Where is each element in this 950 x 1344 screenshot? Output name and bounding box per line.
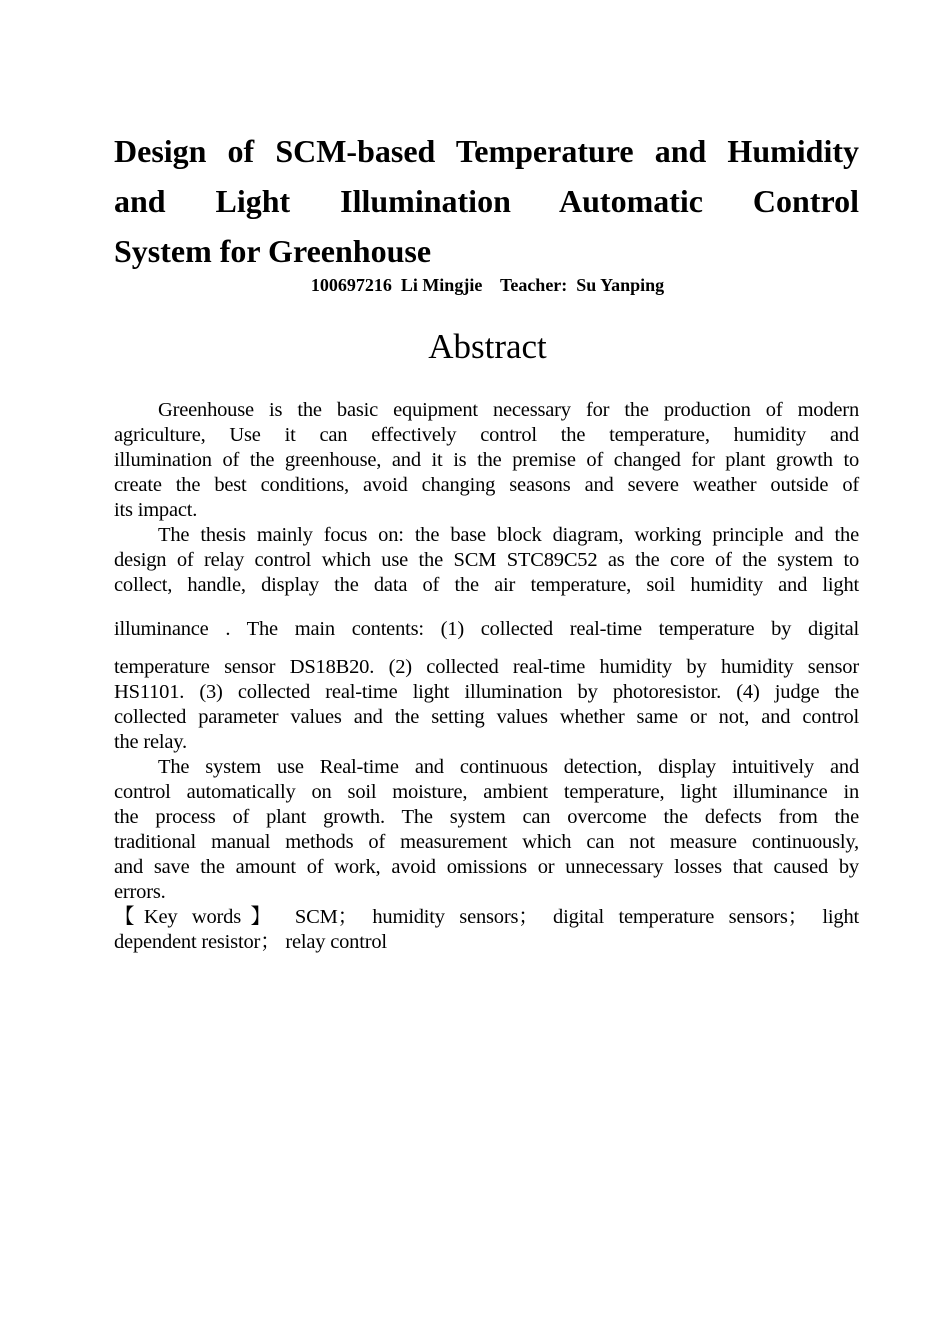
title-line: Design of SCM-based Temperature and Humidity [114,133,859,169]
text-line: collected parameter values and the setting values whether same or not, and control [114,706,859,728]
text-line: collect, handle, display the data of the air temperature, soil humidity and light [114,574,859,596]
text-line: the process of plant growth. The system can overcome the defects from the [114,806,859,828]
text-line: illuminance . The main contents: (1) collected real-time temperature by digital [114,618,859,640]
text-line: The thesis mainly focus on: the base block diagram, working principle and the [158,524,859,546]
text-line: traditional manual methods of measurement which can not measure continuously, [114,831,859,853]
text-line: illumination of the greenhouse, and it is the premise of changed for plant growth to [114,449,859,471]
text-line: the relay. [114,731,187,753]
text-line: agriculture, Use it can effectively control the temperature, humidity and [114,424,859,446]
text-line: temperature sensor DS18B20. (2) collected real-time humidity by humidity sensor [114,656,859,678]
text-line: The system use Real-time and continuous detection, display intuitively and [158,756,859,778]
author-line: 100697216 Li Mingjie Teacher: Su Yanping [310,275,665,295]
keywords-line: 【Key words】 SCM； humidity sensors； digital temperature sensors； light [114,906,859,928]
text-line: control automatically on soil moisture, ambient temperature, light illuminance in [114,781,859,803]
text-line: its impact. [114,499,198,521]
text-line: design of relay control which use the SCM STC89C52 as the core of the system to [114,549,859,571]
abstract-body [114,398,859,955]
title-line: and Light Illumination Automatic Control [114,183,859,219]
document-title [114,126,859,276]
text-line: create the best conditions, avoid changing seasons and severe weather outside of [114,474,859,496]
text-line: Greenhouse is the basic equipment necessary for the production of modern [158,399,859,421]
text-line: and save the amount of work, avoid omissions or unnecessary losses that caused by [114,856,859,878]
title-line: System for Greenhouse [114,233,432,269]
keywords-line: dependent resistor； relay control [114,931,387,953]
text-line: errors. [114,881,166,903]
abstract-heading: Abstract [428,327,547,366]
text-line: HS1101. (3) collected real-time light illumination by photoresistor. (4) judge the [114,681,859,703]
